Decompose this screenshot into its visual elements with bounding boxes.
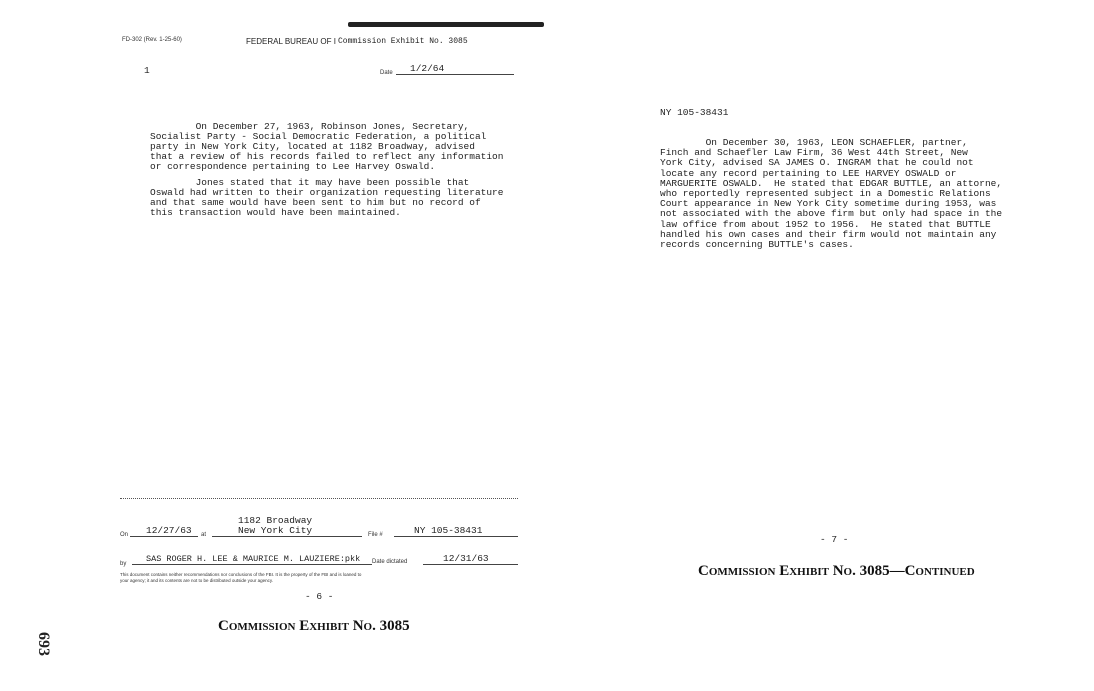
by-label: by xyxy=(120,561,127,567)
file-number: NY 105-38431 xyxy=(660,107,729,118)
agency-header: FEDERAL BUREAU OF I xyxy=(246,37,336,46)
form-number: FD-302 (Rev. 1-25-60) xyxy=(122,37,182,43)
file-label: File # xyxy=(368,532,383,538)
exhibit-caption: Commission Exhibit No. 3085 xyxy=(218,618,410,634)
paragraph-2: Jones stated that it may have been possible that Oswald had written to their organization requesting literature and that same would have been sent to him but no record of this transaction would have been maintained. xyxy=(150,177,504,218)
agents: SAS ROGER H. LEE & MAURICE M. LAUZIERE:pkk xyxy=(132,554,372,565)
location-line-2: New York City xyxy=(212,526,362,537)
redaction-bar xyxy=(348,22,544,27)
page-number: - 6 - xyxy=(305,591,334,602)
page-marker: 1 xyxy=(144,65,150,76)
exhibit-stamp: Commission Exhibit No. 3085 xyxy=(338,37,468,46)
at-label: at xyxy=(201,532,207,538)
date-label: Date xyxy=(380,70,393,76)
page-number: - 7 - xyxy=(820,534,849,545)
file-number: NY 105-38431 xyxy=(394,526,518,537)
paragraph: On December 30, 1963, LEON SCHAEFLER, partner, Finch and Schaefler Law Firm, 36 West 44th Street, New York City, advised SA JAMES O. INGRAM that he could not locate any record pertaining to LEE HARVEY OSWALD or MARGUERITE OSWALD. He stated that EDGAR BUTTLE, an attorne, who reportedly represented subject in a Domestic Relations Court appearance in New York City sometime during 1953, was not associated with the above firm but only had space in the law office from about 1952 to 1956. He stated that BUTTLE handled his own cases and their firm would not maintain any records concerning BUTTLE's cases. xyxy=(660,137,1003,251)
volume-page-number: 693 xyxy=(35,632,52,656)
dictated-date: 12/31/63 xyxy=(423,554,518,565)
interview-date: 12/27/63 xyxy=(130,526,198,537)
report-date: 1/2/64 xyxy=(396,64,514,75)
location-line-1: 1182 Broadway xyxy=(238,515,313,526)
disclaimer: This document contains neither recommendations nor conclusions of the FBI. It is the property of the FBI and is loaned to your agency; it and its contents are not to be distributed outside your agency. xyxy=(120,572,362,583)
on-label: On xyxy=(120,532,129,538)
paragraph-1: On December 27, 1963, Robinson Jones, Secretary, Socialist Party - Social Democratic Federation, a political party in New York City, located at 1182 Broadway, advised that a review of his records failed to reflect any information or correspondence pertaining to Lee Harvey Oswald. xyxy=(150,121,504,172)
divider xyxy=(120,498,518,499)
exhibit-caption: Commission Exhibit No. 3085—Continued xyxy=(698,563,975,579)
dictated-label: Date dictated xyxy=(372,559,408,565)
